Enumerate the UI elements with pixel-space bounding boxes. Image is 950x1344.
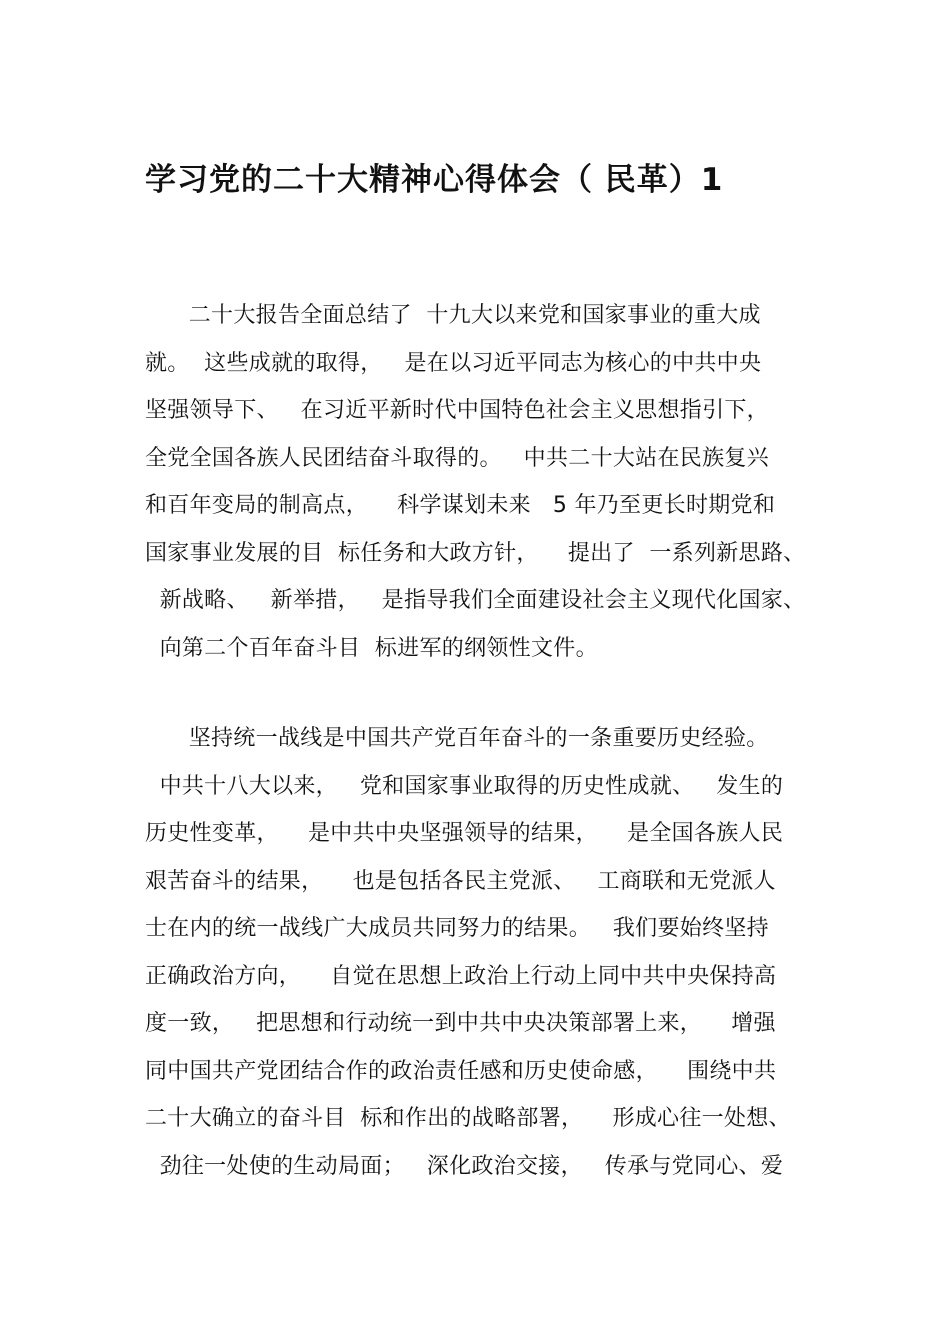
text-line: 历史性变革， 是中共中央坚强领导的结果， 是全国各族人民: [145, 821, 784, 846]
text-line: 国家事业发展的目 标任务和大政方针， 提出了 一系列新思路、: [145, 540, 806, 566]
text-line: 劲往一处使的生动局面； 深化政治交接， 传承与党同心、爱: [145, 1153, 784, 1179]
text-line: 全党全国各族人民团结奋斗取得的。 中共二十大站在民族复兴: [145, 445, 769, 471]
text-line: 士在内的统一战线广大成员共同努力的结果。 我们要始终坚持: [145, 916, 769, 941]
paragraph-2: [145, 715, 791, 1190]
text-line: 向第二个百年奋斗目 标进军的纲领性文件。: [145, 635, 598, 661]
text-line: 和百年变局的制高点， 科学谋划未来 5 年乃至更长时期党和: [145, 493, 776, 518]
text-line: 同中国共产党团结合作的政治责任感和历史使命感， 围绕中共: [145, 1058, 777, 1084]
text-line: 坚持统一战线是中国共产党百年奋斗的一条重要历史经验。: [145, 726, 769, 751]
document-title: 学习党的二十大精神心得体会（ 民革）1: [145, 162, 724, 198]
text-line: 正确政治方向， 自觉在思想上政治上行动上同中共中央保持高: [145, 963, 777, 989]
text-line: 二十大报告全面总结了 十九大以来党和国家事业的重大成: [145, 303, 761, 328]
text-line: 中共十八大以来， 党和国家事业取得的历史性成就、 发生的: [145, 773, 784, 799]
text-line: 艰苦奋斗的结果， 也是包括各民主党派、 工商联和无党派人: [145, 868, 776, 894]
paragraph-1: [145, 292, 805, 672]
text-line: 新战略、 新举措， 是指导我们全面建设社会主义现代化国家、: [145, 588, 806, 613]
text-line: 坚强领导下、 在习近平新时代中国特色社会主义思想指引下，: [145, 398, 769, 423]
text-line: 就。 这些成就的取得， 是在以习近平同志为核心的中共中央: [145, 350, 762, 376]
text-line: 度一致， 把思想和行动统一到中共中央决策部署上来， 增强: [145, 1011, 776, 1036]
text-line: 二十大确立的奋斗目 标和作出的战略部署， 形成心往一处想、: [145, 1106, 791, 1131]
